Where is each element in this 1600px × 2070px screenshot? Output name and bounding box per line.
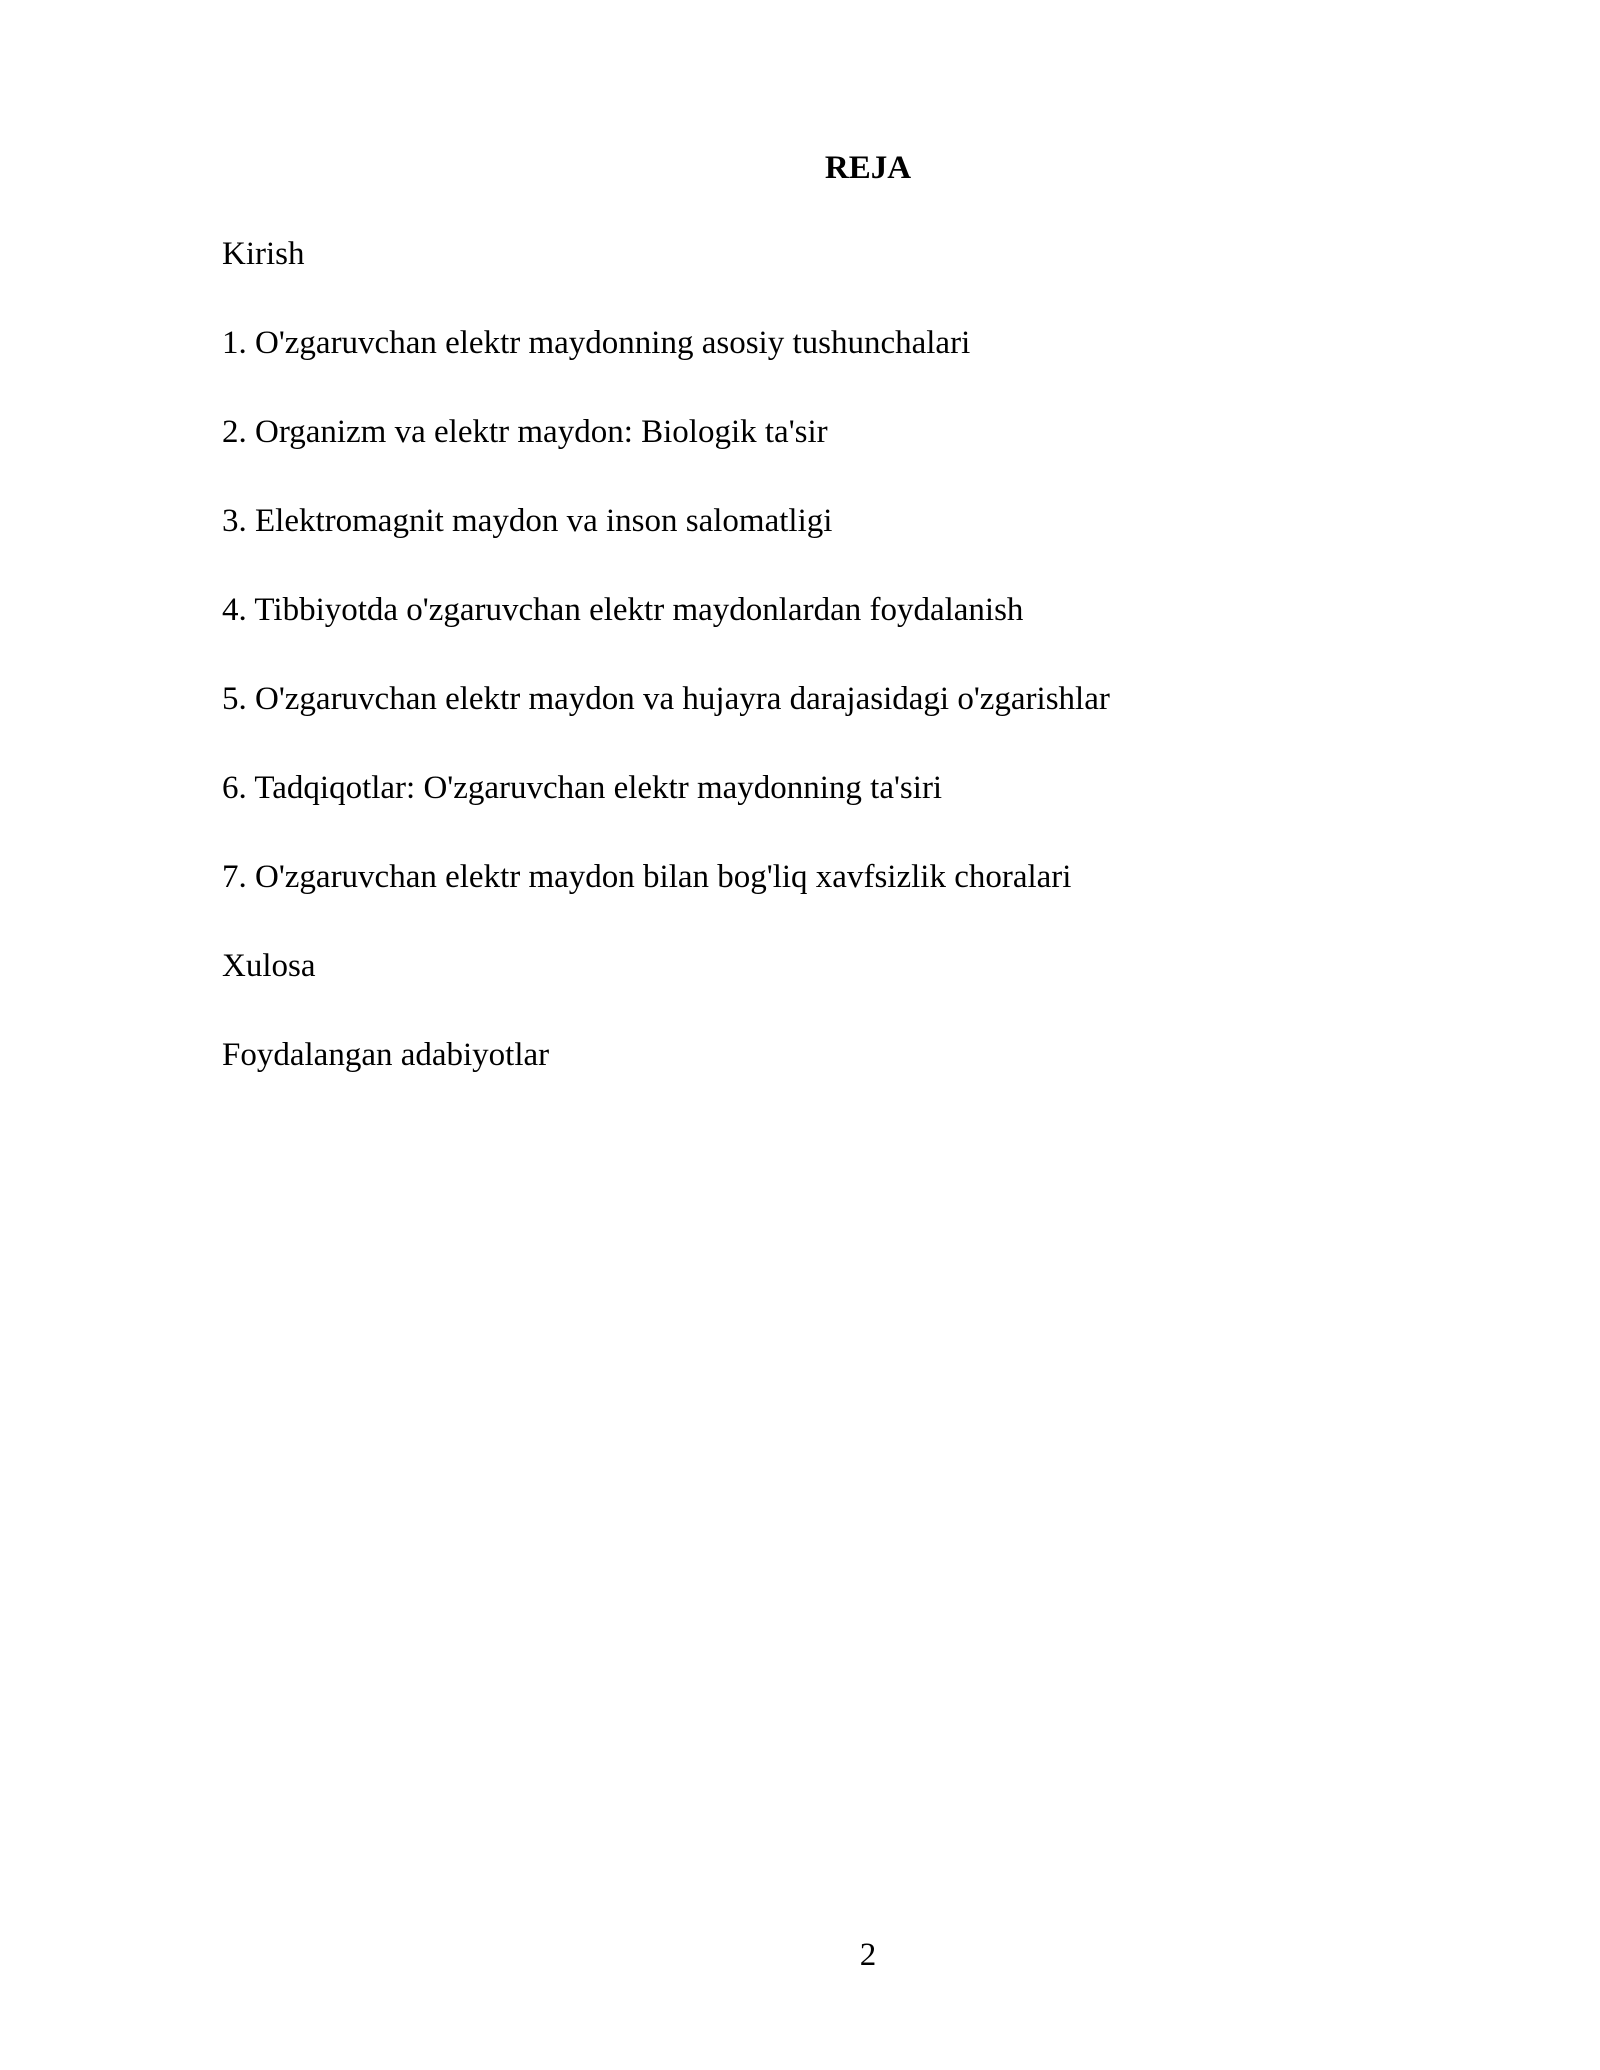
toc-item-4: 4. Tibbiyotda o'zgaruvchan elektr maydonlardan foydalanish [222,592,1024,628]
toc-item-introduction: Kirish [222,236,305,272]
toc-item-7: 7. O'zgaruvchan elektr maydon bilan bog'liq xavfsizlik choralari [222,859,1072,895]
toc-item-5: 5. O'zgaruvchan elektr maydon va hujayra darajasidagi o'zgarishlar [222,681,1110,717]
toc-item-2: 2. Organizm va elektr maydon: Biologik ta'sir [222,414,828,450]
table-of-contents [222,234,1422,1124]
page-number: 2 [859,1937,877,1973]
toc-item-6: 6. Tadqiqotlar: O'zgaruvchan elektr maydonning ta'siri [222,770,943,806]
page-title: REJA [824,150,912,186]
toc-item-1: 1. O'zgaruvchan elektr maydonning asosiy tushunchalari [222,325,971,361]
toc-item-references: Foydalangan adabiyotlar [222,1037,550,1073]
toc-item-conclusion: Xulosa [222,948,316,984]
toc-item-3: 3. Elektromagnit maydon va inson salomatligi [222,503,833,539]
